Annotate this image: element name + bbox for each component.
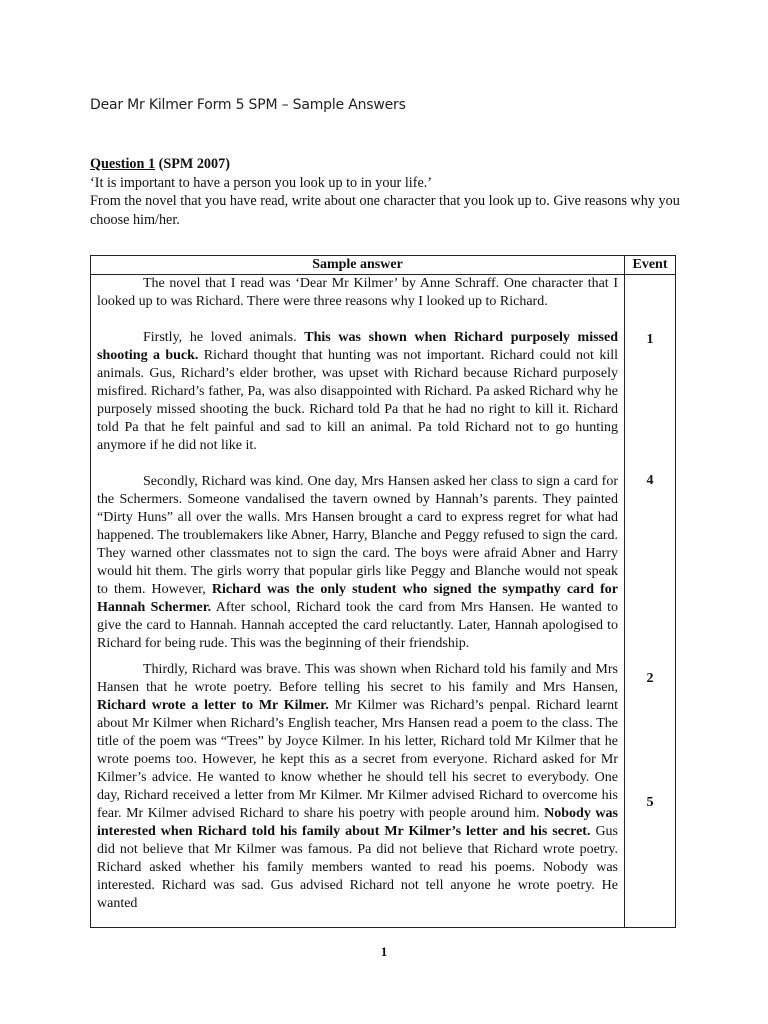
event-number: 5 [646, 795, 654, 810]
document-title: Dear Mr Kilmer Form 5 SPM – Sample Answers [90, 97, 406, 113]
answer-bold-text: Nobody was interested when Richard told his family about Mr Kilmer’s letter and his secret. [97, 806, 618, 839]
page-number: 1 [380, 944, 388, 959]
answer-paragraph-second-reason [97, 473, 618, 653]
event-number: 4 [646, 473, 654, 488]
answer-bold-text: This was shown when Richard purposely missed shooting a buck. [97, 330, 618, 363]
table-header-row [91, 256, 675, 275]
question-number: Question 1 [90, 156, 156, 172]
event-number: 1 [646, 332, 654, 347]
answer-paragraph-first-reason [97, 329, 618, 455]
question-year: (SPM 2007) [155, 156, 230, 172]
question-quote: ‘It is important to have a person you look up to in your life.’ [90, 174, 433, 191]
answer-text: Thirdly, Richard was brave. This was shown when Richard told his family and Mrs Hansen that he wrote poetry. Before telling his secret to his family and Mrs Hansen, [97, 662, 618, 695]
question-instruction: From the novel that you have read, write about one character that you look up to. Give reasons why you choose him/her. [90, 193, 680, 228]
event-cell [625, 275, 675, 928]
answer-bold-text: Richard was the only student who signed the sympathy card for Hannah Schermer. [97, 582, 619, 615]
event-number: 2 [646, 671, 654, 686]
answer-paragraph-third-reason [97, 661, 618, 913]
answer-text: Secondly, Richard was kind. One day, Mrs Hansen asked her class to sign a card for the Schermers. Someone vandalised the tavern owned by Hannah’s parents. They painted “Dirty Huns” all over the walls. Mrs Hansen brought a card to express regret for what had happened. The troublemakers like Abner, Harry, Blanche and Peggy refused to sign the card. They warned other classmates not to sign the card. The boys were afraid Abner and Harry would hit them. The girls worry that popular girls like Peggy and Blanche would not speak to them. However, [97, 474, 618, 597]
header-event: Event [632, 257, 668, 272]
answer-text: Richard thought that hunting was not important. Richard could not kill animals. Gus, Richard’s elder brother, was upset with Richard because Richard purposely misfired. Richard’s father, Pa, was also disappointed with Richard. Pa asked Richard why he purposely missed shooting the buck. Richard told Pa that he had no right to kill it. Richard told Pa that he felt painful and sad to kill an animal. Pa told Richard not to go hunting anymore if he did not like it. [97, 348, 618, 453]
answer-text: Mr Kilmer was Richard’s penpal. Richard learnt about Mr Kilmer when Richard’s English teacher, Mrs Hansen read a poem to the class. The title of the poem was “Trees” by Joyce Kilmer. In his letter, Richard told Mr Kilmer that he wrote poems too. However, he kept this as a secret from everyone. Richard asked for Mr Kilmer’s advice. He wanted to know whether he should tell his secret to everybody. One day, Richard received a letter from Mr Kilmer. Mr Kilmer advised Richard to overcome his fear. Mr Kilmer advised Richard to share his poetry with people around him. [97, 698, 618, 821]
answer-paragraph-intro [97, 275, 618, 311]
answer-text: Gus did not believe that Mr Kilmer was famous. Pa did not believe that Richard wrote poetry. Richard asked whether his family members wanted to read his poems. Nobody was interested. Richard was sad. Gus advised Richard not tell anyone he wrote poetry. He wanted [97, 824, 618, 911]
answer-text: Firstly, he loved animals. [143, 330, 305, 345]
answer-text: The novel that I read was ‘Dear Mr Kilmer’ by Anne Schraff. One character that I looked up to was Richard. There were three reasons why I looked up to Richard. [97, 276, 618, 309]
header-sample-answer: Sample answer [91, 256, 625, 274]
table-body-row [91, 275, 675, 928]
question-heading [90, 155, 680, 174]
answer-bold-text: Richard wrote a letter to Mr Kilmer. [97, 698, 329, 713]
question-block [90, 155, 680, 229]
answer-table [90, 255, 676, 928]
answer-text: After school, Richard took the card from Mrs Hansen. He wanted to give the card to Hannah. Hannah accepted the card reluctantly. Later, Hannah apologised to Richard for being rude. This was the beginning of their friendship. [97, 600, 618, 651]
sample-answer-cell [91, 275, 625, 928]
